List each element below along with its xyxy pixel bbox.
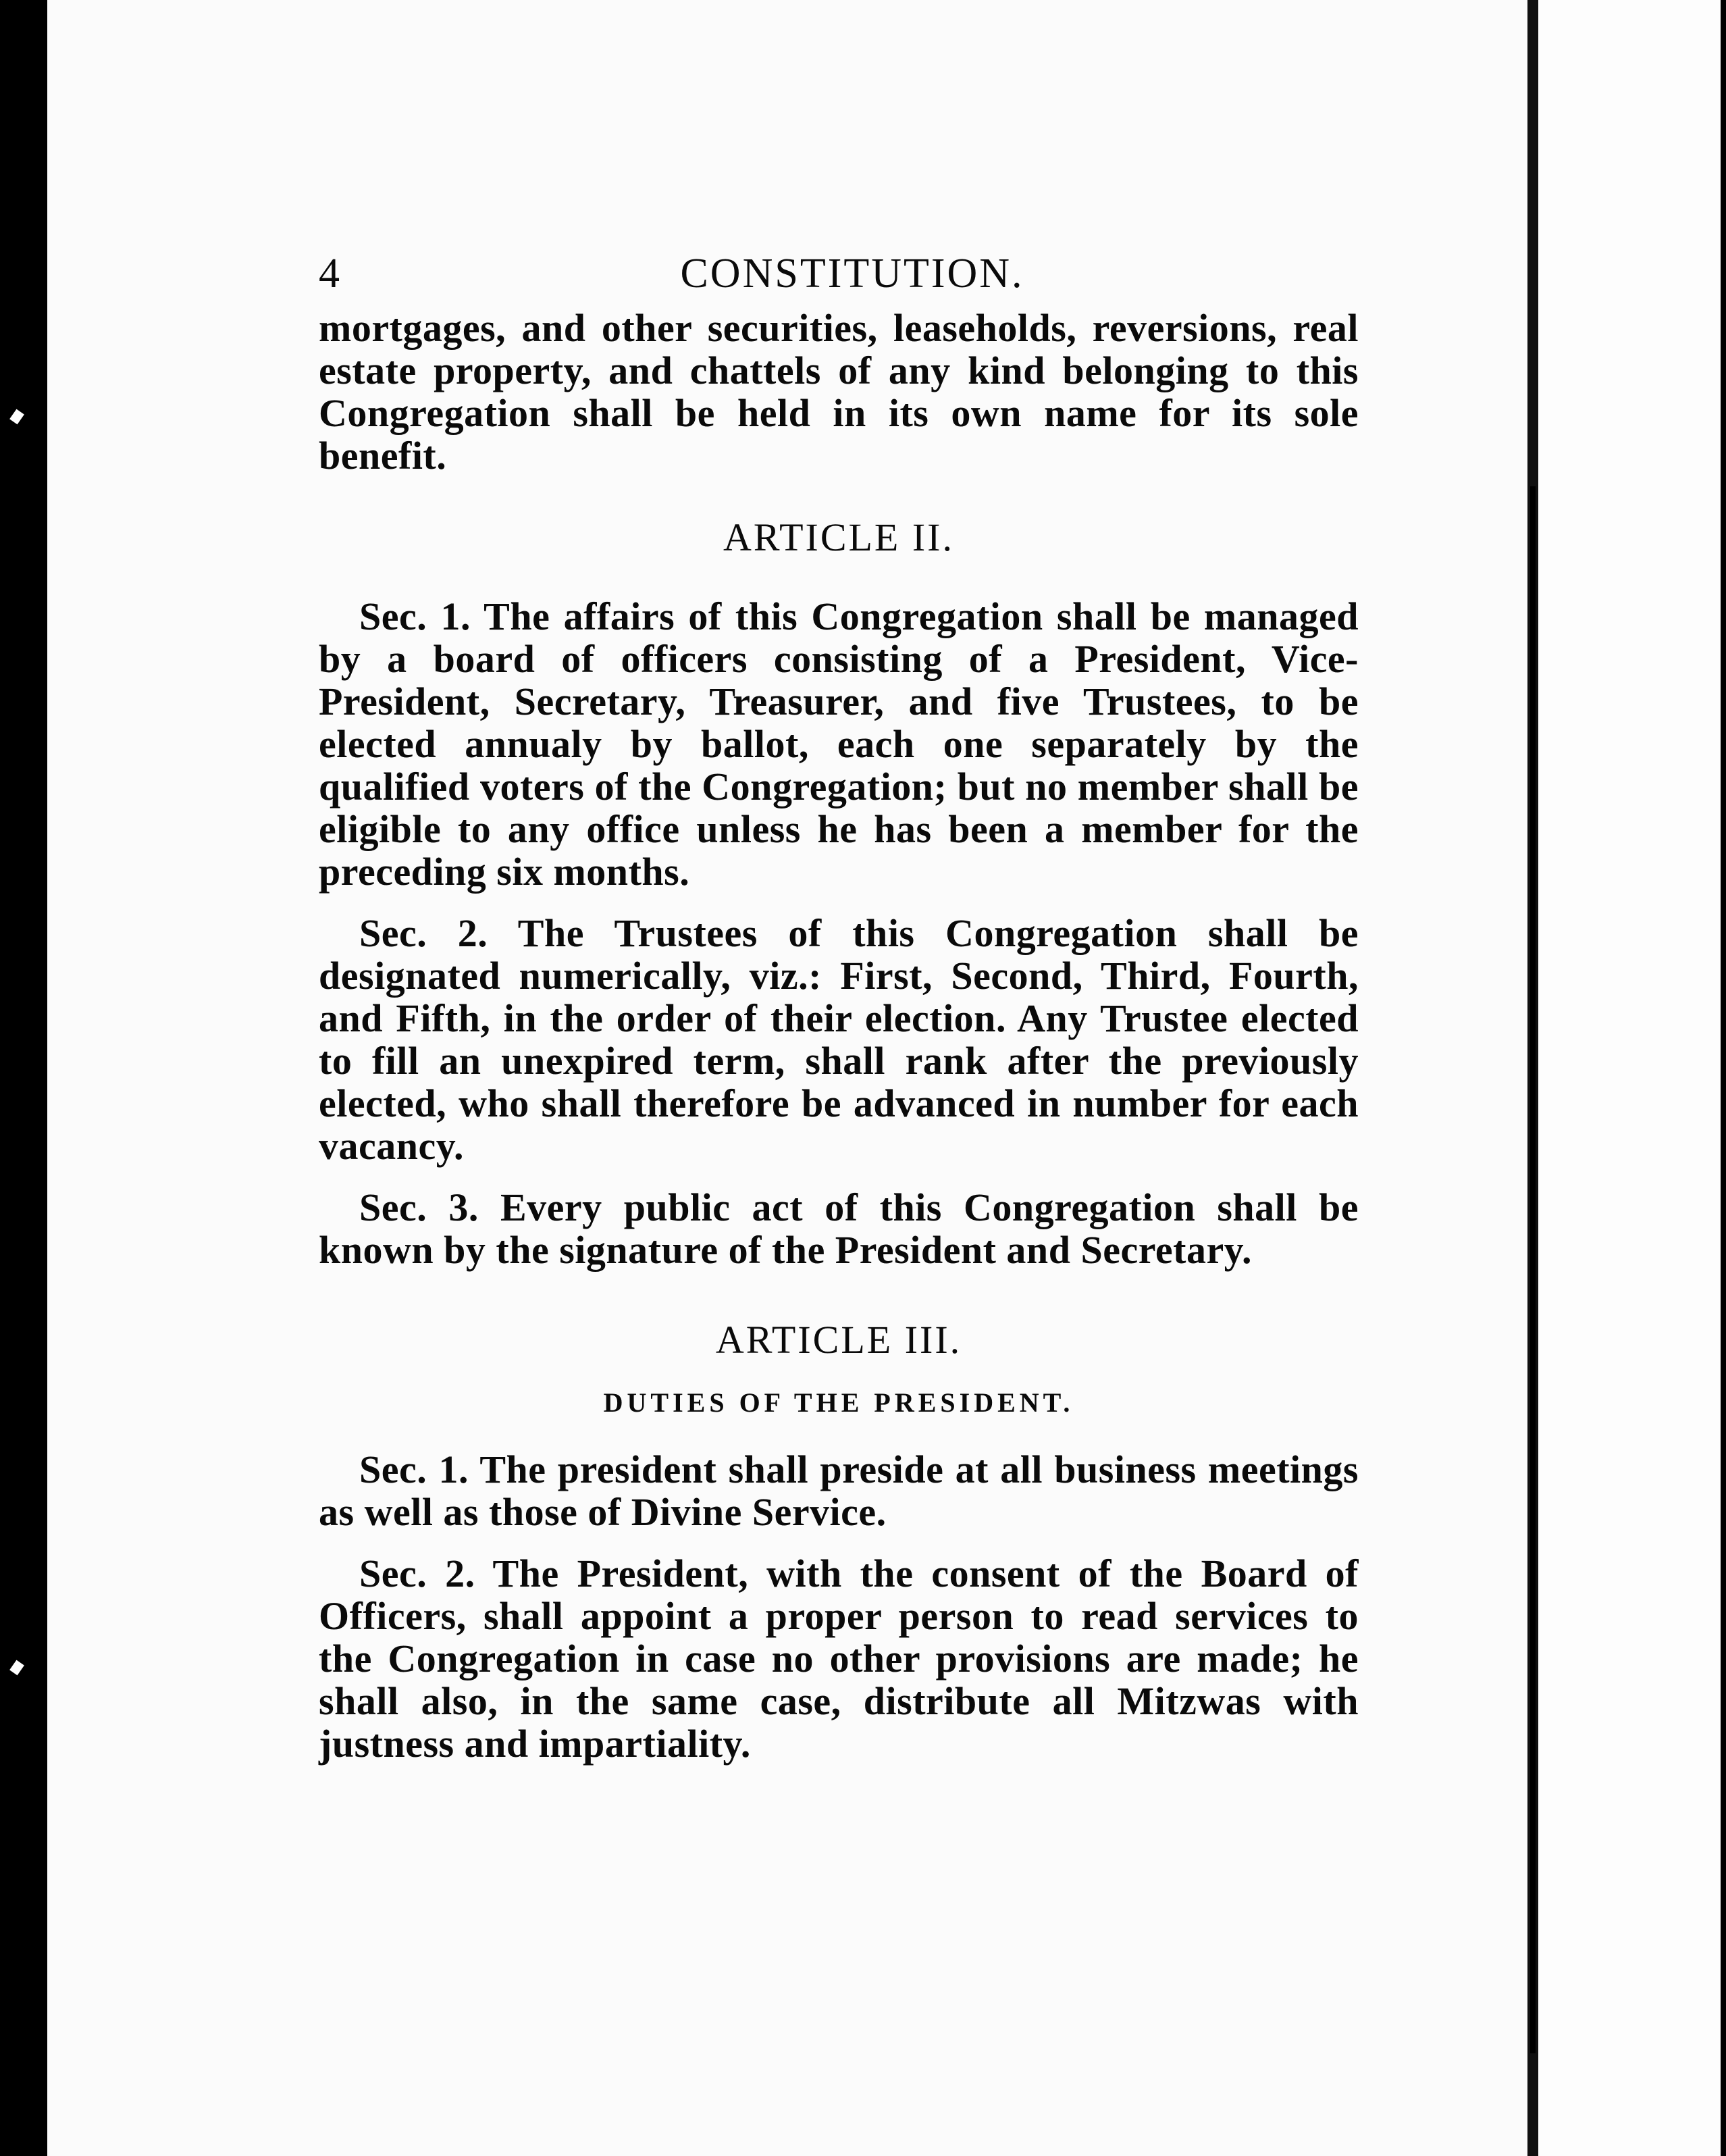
page-text: [319, 250, 1359, 1765]
continuation-paragraph: mortgages, and other securities, leaseholds, reversions, real estate property, and chattels of any kind belonging to this Congregation shall be held in its own name for its sole benefit.: [319, 306, 1359, 478]
article-3-section-2: Sec. 2. The President, with the consent of the Board of Officers, shall appoint a proper person to read services to the Congregation in case no other provisions are made; he shall also, in the same case, distribute all Mitzwas with justness and impartiality.: [319, 1551, 1359, 1766]
running-title: CONSTITUTION.: [680, 251, 1024, 297]
article-3-heading: ARTICLE III.: [715, 1318, 962, 1362]
running-head: [319, 250, 1359, 304]
page-right: [1538, 0, 1721, 2156]
article-2-section-1: Sec. 1. The affairs of this Congregation shall be managed by a board of officers consisting of a President, Vice-President, Secretary, Treasurer, and five Trustees, to be elected annualy by ballot, each one separately by the qualified voters of the Congregation; but no member shall be eligible to any office unless he has been a member for the preceding six months.: [319, 594, 1359, 894]
article-2-section-2: Sec. 2. The Trustees of this Congregation shall be designated numerically, viz.: First, Second, Third, Fourth, and Fifth, in the order of their election. Any Trustee elected to fill an unexpired term, shall rank after the previously elected, who shall therefore be advanced in number for each vacancy.: [319, 911, 1359, 1168]
article-3-subheading: DUTIES OF THE PRESIDENT.: [603, 1387, 1074, 1418]
page-edge-shadow: [1530, 486, 1536, 2053]
scan-speck: [9, 409, 24, 425]
article-2-heading: ARTICLE II.: [723, 515, 954, 559]
article-3-section-1: Sec. 1. The president shall preside at all business meetings as well as those of Divine Service.: [319, 1447, 1359, 1534]
scan-speck: [9, 1660, 24, 1676]
article-2-section-3: Sec. 3. Every public act of this Congregation shall be known by the signature of the President and Secretary.: [319, 1185, 1359, 1272]
page-number: 4: [319, 251, 342, 297]
